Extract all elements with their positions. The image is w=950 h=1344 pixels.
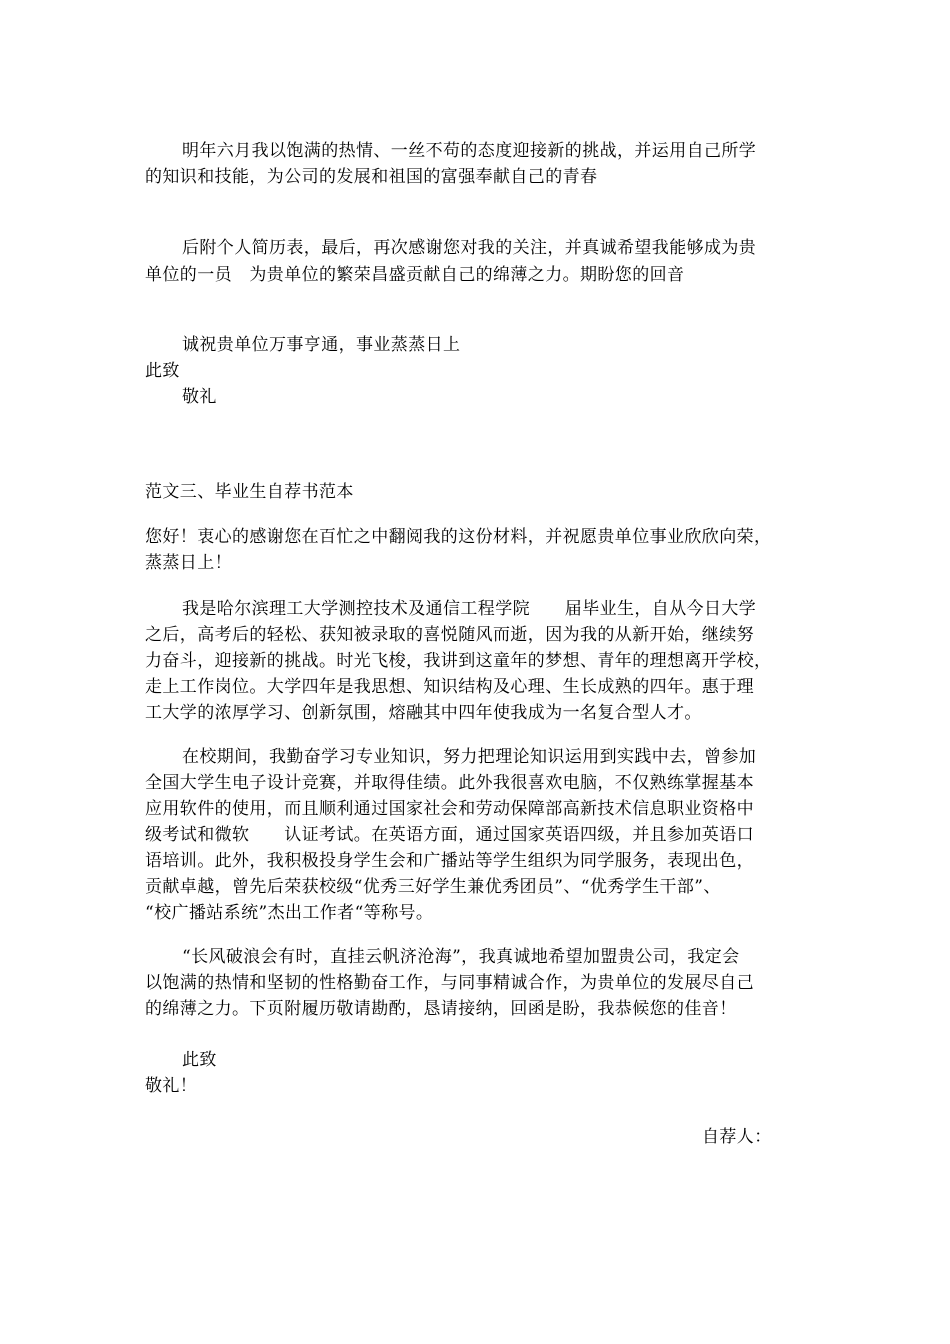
paragraph-line: 我是哈尔滨理工大学测控技术及通信工程学院 届毕业生，自从今日大学 [182, 599, 757, 619]
closing-jingli: 敬礼！ [145, 1076, 198, 1096]
paragraph-line: “校广播站系统”杰出工作者“等称号。 [145, 903, 434, 923]
paragraph-line: 之后，高考后的轻松、获知被录取的喜悦随风而逝，因为我的从新开始，继续努 [145, 625, 754, 645]
paragraph-line: 的绵薄之力。下页附履历敬请勘酌，恳请接纳，回函是盼，我恭候您的佳音！ [145, 999, 737, 1019]
paragraph-line: 力奋斗，迎接新的挑战。时光飞梭，我讲到这童年的梦想、青年的理想离开学校， [145, 651, 772, 671]
paragraph-line: 级考试和微软 认证考试。在英语方面，通过国家英语四级，并且参加英语口 [145, 825, 754, 845]
closing-cizhi: 此致 [182, 1050, 217, 1070]
paragraph-line: 应用软件的使用，而且顺利通过国家社会和劳动保障部高新技术信息职业资格中 [145, 799, 754, 819]
paragraph-line: 在校期间，我勤奋学习专业知识，努力把理论知识运用到实践中去，曾参加 [182, 747, 757, 767]
paragraph-line: 明年六月我以饱满的热情、一丝不苟的态度迎接新的挑战，并运用自己所学 [182, 141, 757, 161]
greeting-line: 您好！衷心的感谢您在百忙之中翻阅我的这份材料，并祝愿贵单位事业欣欣向荣， [145, 527, 772, 547]
paragraph-line: 工大学的浓厚学习、创新氛围，熔融其中四年使我成为一名复合型人才。 [145, 703, 702, 723]
paragraph-line: 贡献卓越，曾先后荣获校级“优秀三好学生兼优秀团员”、“优秀学生干部”、 [145, 877, 721, 897]
paragraph-line: 后附个人简历表，最后，再次感谢您对我的关注，并真诚希望我能够成为贵 [182, 238, 757, 258]
paragraph-line: 以饱满的热情和坚韧的性格勤奋工作，与同事精诚合作，为贵单位的发展尽自己 [145, 973, 754, 993]
signature-label: 自荐人： [702, 1127, 772, 1147]
paragraph-line: 全国大学生电子设计竞赛，并取得佳绩。此外我很喜欢电脑，不仅熟练掌握基本 [145, 773, 754, 793]
paragraph-line: 语培训。此外，我积极投身学生会和广播站等学生组织为同学服务，表现出色， [145, 851, 754, 871]
paragraph-line: 走上工作岗位。大学四年是我思想、知识结构及心理、生长成熟的四年。惠于理 [145, 677, 754, 697]
greeting-line: 蒸蒸日上！ [145, 553, 232, 573]
closing-cizhi: 此致 [145, 361, 180, 381]
section-title: 范文三、毕业生自荐书范本 [145, 482, 354, 502]
closing-wish: 诚祝贵单位万事亨通，事业蒸蒸日上 [182, 335, 461, 355]
closing-jingli: 敬礼 [182, 387, 217, 407]
paragraph-line: 的知识和技能，为公司的发展和祖国的富强奉献自己的青春 [145, 167, 598, 187]
paragraph-line: “长风破浪会有时，直挂云帆济沧海”，我真诚地希望加盟贵公司，我定会 [182, 947, 740, 967]
paragraph-line: 单位的一员 为贵单位的繁荣昌盛贡献自己的绵薄之力。期盼您的回音 [145, 265, 685, 285]
